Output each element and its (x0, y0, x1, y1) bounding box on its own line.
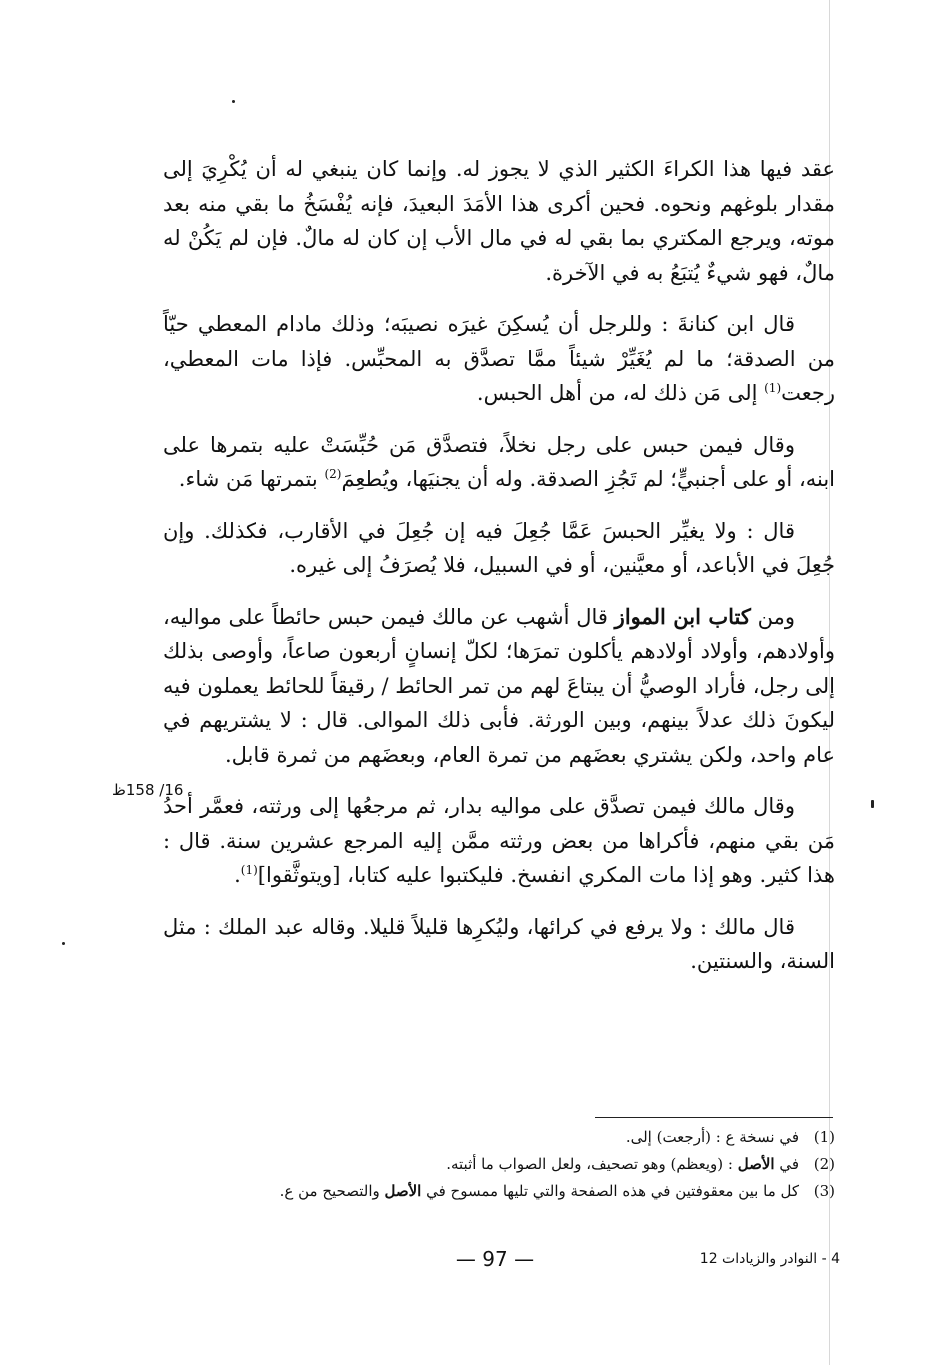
paragraph-7 (163, 910, 835, 979)
paragraph-6-text-b: . (234, 863, 241, 887)
footnote-3-text (200, 1178, 799, 1205)
paragraph-3-text-b: بتمرتها مَن شاء. (178, 467, 325, 491)
paragraph-5 (163, 600, 835, 773)
paragraph-3 (163, 428, 835, 497)
paragraph-5-lead: ومن (750, 604, 795, 629)
paragraph-6-text-a: وقال مالك فيمن تصدَّق على مواليه بدار، ثم مرجعُها إلى ورثته، فعمَّر أحدُ مَن بقي منهم، فأكراها من بعض ورثته ممَّن إليه المرجع عشرين سنة. قال : هذا كثير. وهو إذا مات المكري انفسخ. فليكتبوا عليه كتابا، [ويتوثَّقوا] (163, 794, 835, 887)
footnote-ref-1: (1) (764, 381, 782, 395)
footnote-2 (200, 1151, 835, 1178)
footnote-3-text-a: كل ما بين معقوفتين في هذه الصفحة والتي تليها ممسوح في (421, 1182, 799, 1200)
paragraph-1 (163, 152, 835, 290)
footnote-1-text: في نسخة ع : (أرجعت) إلى. (625, 1128, 799, 1146)
scan-speck (232, 100, 235, 103)
footnote-2-text-a: في (774, 1155, 799, 1173)
paragraph-5-text: قال أشهب عن مالك فيمن حبس حائطاً على مواليه، وأولادهم، وأولاد أولادهم يأكلون تمرَها؛ لكلّ إنسانٍ أربعون صاعاً، وأوصى بذلك إلى رجل، فأراد الوصيُّ أن يبتاعَ لهم من تمر الحائط / رقيقاً للحائط يعملون فيه ليكونَ ذلك عدلاً بينهم، وبين الورثة. فأبى ذلك الموالى. قال : لا يشتريهم في عام واحد، ولكن يشتري بعضَهم من تمرة العام، وبعضَهم من ثمرة قابل. (163, 604, 835, 767)
scan-speck (62, 942, 65, 945)
book-title-ibn-al-mawwaz: كتاب ابن المواز (614, 603, 751, 629)
manuscript-folio-note: 16/ 158ظ (112, 781, 184, 799)
scan-speck (871, 800, 874, 808)
footnote-2-text (200, 1151, 799, 1178)
footnote-1 (200, 1124, 835, 1151)
paragraph-6 (163, 789, 835, 893)
paragraph-2-text-b: إلى مَن ذلك له، من أهل الحبس. (476, 381, 765, 405)
paragraph-4 (163, 514, 835, 583)
paragraph-4-text: قال : ولا يغيِّر الحبسَ عَمَّا جُعِلَ فيه إن جُعِلَ في الأقارب، فكذلك. وإن جُعِلَ في الأباعد، أو معيَّنين، أو في السبيل، فلا يُصرَفُ إلى غيره. (163, 518, 835, 577)
footnote-3 (200, 1178, 835, 1205)
paragraph-2 (163, 307, 835, 411)
footnote-ref-2: (2) (324, 467, 342, 481)
footnote-2-number: (2) (813, 1155, 835, 1173)
paragraph-3-text-a: وقال فيمن حبس على رجل نخلاً، فتصدَّق مَن حُبِّسَتْ عليه بتمرها على ابنه، أو على أجنبيٍّ؛ لم تَجُزِ الصدقة. وله أن يجنيَها، ويُطعِمَ (163, 432, 835, 491)
footnote-ref-3: (1) (240, 863, 258, 877)
footnote-3-bold: الأصل (384, 1182, 422, 1200)
running-footer: 4 - النوادر والزيادات 12 (699, 1251, 840, 1267)
page-number: — 97 — (455, 1247, 535, 1271)
paragraph-1-text: عقد فيها هذا الكراءَ الكثير الذي لا يجوز له. وإنما كان ينبغي له أن يُكْرِيَ إلى مقدار بلوغهم ونحوه. فحين أكرى هذا الأمَدَ البعيدَ، فإنه يُفْسَخُ ما بقي منه بعد موته، ويرجع المكتري بما بقي له في مال الأب إن كان له مالٌ. فإن لم يَكُنْ له مالٌ، فهو شيءٌ يُتبَعُ به في الآخرة. (163, 157, 835, 285)
footnote-1-number: (1) (813, 1128, 835, 1146)
footnote-3-number: (3) (813, 1182, 835, 1200)
footnote-3-text-b: والتصحيح من ع. (279, 1182, 385, 1200)
paragraph-2-text-a: قال ابن كنانةَ : وللرجل أن يُسكِنَ غيرَه نصيبَه؛ وذلك مادام المعطي حيّاً من الصدقة؛ ما لم يُغَيِّرْ شيئاً ممَّا تصدَّق به المحبِّس. فإذا مات المعطي، رجعت (163, 312, 835, 405)
paragraph-7-text: قال مالك : ولا يرفع في كرائها، وليُكرِها قليلاً قليلا. وقاله عبد الملك : مثل السنة، والسنتين. (163, 914, 835, 973)
footnotes (200, 1124, 835, 1205)
footnote-2-bold: الأصل (737, 1155, 775, 1173)
main-text (163, 152, 835, 996)
footnote-separator (595, 1117, 833, 1118)
footnote-2-text-b: : (ويعظم) وهو تصحيف، ولعل الصواب ما أثبته. (446, 1155, 738, 1173)
